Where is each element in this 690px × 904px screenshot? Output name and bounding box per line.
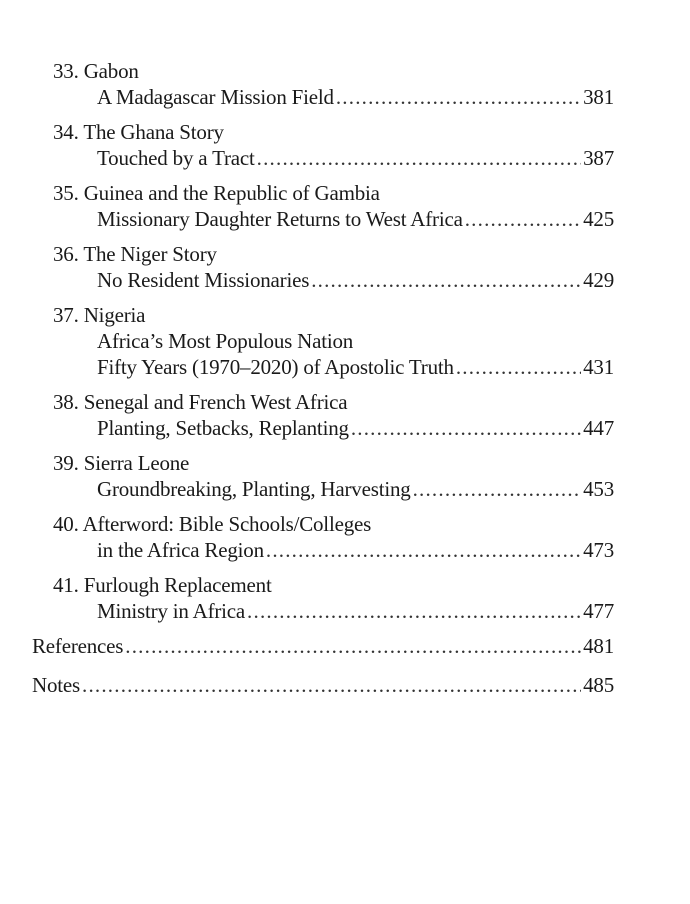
toc-entry-chapter-41[interactable]	[0, 572, 690, 624]
dot-leader	[465, 206, 581, 232]
toc-entry-chapter-34[interactable]	[0, 119, 690, 171]
page-number: 429	[583, 268, 614, 292]
chapter-heading	[0, 302, 690, 328]
chapter-subtitle-line	[0, 206, 614, 232]
chapter-number: 35.	[53, 181, 79, 205]
toc-entry-chapter-38[interactable]	[0, 389, 690, 441]
chapter-heading	[0, 450, 690, 476]
chapter-subtitle: Fifty Years (1970–2020) of Apostolic Truth	[97, 355, 454, 379]
chapter-subtitle: Groundbreaking, Planting, Harvesting	[97, 477, 411, 501]
chapter-subtitle-line	[0, 537, 614, 563]
toc-entry-chapter-36[interactable]	[0, 241, 690, 293]
chapter-subtitle: in the Africa Region	[97, 538, 264, 562]
dot-leader	[257, 145, 581, 171]
chapter-subtitle-line	[0, 476, 614, 502]
dot-leader	[311, 267, 581, 293]
chapter-number: 36.	[53, 242, 79, 266]
chapter-subtitle-line	[0, 267, 614, 293]
backmatter-line	[0, 672, 614, 698]
chapter-heading	[0, 241, 690, 267]
chapter-number: 37.	[53, 303, 79, 327]
toc-entry-references[interactable]	[0, 633, 690, 659]
chapter-heading	[0, 58, 690, 84]
chapter-heading	[0, 119, 690, 145]
chapter-subtitle: No Resident Missionaries	[97, 268, 310, 292]
chapter-subtitle-line	[0, 145, 614, 171]
table-of-contents	[0, 58, 690, 711]
chapter-title: Sierra Leone	[83, 451, 190, 475]
chapter-subtitle: Planting, Setbacks, Replanting	[97, 416, 349, 440]
page-number: 447	[583, 416, 614, 440]
page-number: 473	[583, 538, 614, 562]
chapter-subtitle: Africa’s Most Populous Nation	[97, 329, 354, 353]
chapter-heading	[0, 180, 690, 206]
chapter-heading	[0, 572, 690, 598]
chapter-subtitle-line	[0, 84, 614, 110]
dot-leader	[125, 633, 581, 659]
chapter-heading	[0, 511, 690, 537]
page-number: 453	[583, 477, 614, 501]
toc-entry-chapter-40[interactable]	[0, 511, 690, 563]
chapter-subtitle: Ministry in Africa	[97, 599, 246, 623]
chapter-number: 41.	[53, 573, 79, 597]
chapter-title: The Ghana Story	[83, 120, 224, 144]
chapter-number: 40.	[53, 512, 79, 536]
backmatter-title: References	[32, 634, 124, 658]
dot-leader	[336, 84, 581, 110]
page-number: 485	[583, 673, 614, 697]
chapter-subtitle-line	[0, 598, 614, 624]
chapter-number: 38.	[53, 390, 79, 414]
chapter-title: Senegal and French West Africa	[83, 390, 348, 414]
backmatter-line	[0, 633, 614, 659]
dot-leader	[266, 537, 581, 563]
chapter-subtitle-line	[0, 415, 614, 441]
dot-leader	[247, 598, 581, 624]
page-number: 431	[583, 355, 614, 379]
page-number: 381	[583, 85, 614, 109]
chapter-title: Nigeria	[83, 303, 146, 327]
page-number: 481	[583, 634, 614, 658]
toc-entry-notes[interactable]	[0, 672, 690, 698]
toc-entry-chapter-35[interactable]	[0, 180, 690, 232]
chapter-subtitle-line	[0, 328, 690, 354]
chapter-title: The Niger Story	[83, 242, 217, 266]
chapter-number: 34.	[53, 120, 79, 144]
chapter-number: 33.	[53, 59, 79, 83]
toc-entry-chapter-33[interactable]	[0, 58, 690, 110]
chapter-subtitle: A Madagascar Mission Field	[97, 85, 334, 109]
page-number: 387	[583, 146, 614, 170]
dot-leader	[351, 415, 581, 441]
chapter-subtitle-line	[0, 354, 614, 380]
dot-leader	[413, 476, 582, 502]
chapter-subtitle: Touched by a Tract	[97, 146, 255, 170]
chapter-title: Furlough Replacement	[83, 573, 272, 597]
page-number: 477	[583, 599, 614, 623]
chapter-title: Guinea and the Republic of Gambia	[83, 181, 380, 205]
chapter-title: Afterword: Bible Schools/Colleges	[82, 512, 372, 536]
chapter-subtitle: Missionary Daughter Returns to West Africa	[97, 207, 463, 231]
backmatter-title: Notes	[32, 673, 80, 697]
page-number: 425	[583, 207, 614, 231]
toc-entry-chapter-37[interactable]	[0, 302, 690, 380]
dot-leader	[456, 354, 581, 380]
toc-entry-chapter-39[interactable]	[0, 450, 690, 502]
chapter-heading	[0, 389, 690, 415]
chapter-title: Gabon	[83, 59, 139, 83]
chapter-number: 39.	[53, 451, 79, 475]
dot-leader	[82, 672, 581, 698]
